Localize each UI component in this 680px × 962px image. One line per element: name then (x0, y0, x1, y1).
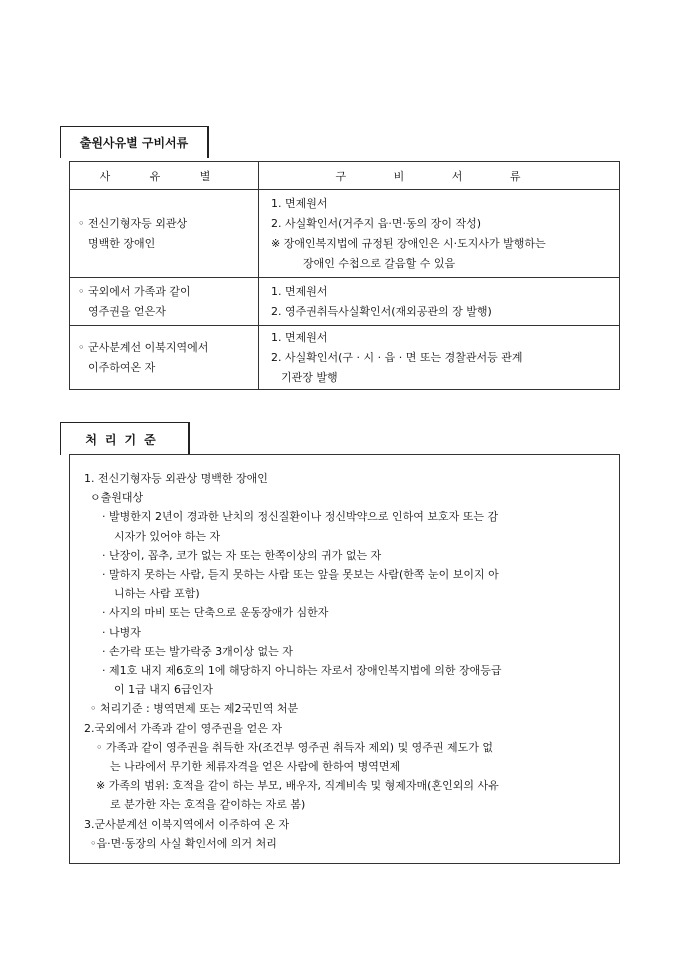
section-title-required-documents (60, 126, 209, 158)
criteria-line: · 제1호 내지 제6호의 1에 해당하지 아니하는 자로서 장애인복지법에 의한 장애등급 (102, 664, 502, 678)
table-row (70, 326, 620, 390)
criteria-line: · 나병자 (102, 625, 141, 639)
header-category: 사 유 별 (70, 162, 259, 190)
criteria-line: · 손가락 또는 발가락중 3개이상 없는 자 (102, 644, 293, 658)
criteria-line: · 말하지 못하는 사람, 듣지 못하는 사람 또는 앞을 못보는 사람(한쪽 눈이 보이지 아 (102, 568, 499, 582)
row-documents: 1. 면제원서 2. 사실확인서(구 · 시 · 읍 · 면 또는 경찰관서등 관계 기관장 발행 (259, 326, 620, 390)
criteria-line: 로 분가한 자는 호적을 같이하는 자로 봄) (110, 798, 306, 812)
criteria-line: 1. 전신기형자등 외관상 명백한 장애인 (84, 472, 268, 485)
criteria-line: 니하는 사람 포함) (114, 587, 200, 601)
criteria-line: ◦ 처리기준 : 병역면제 또는 제2국민역 처분 (90, 702, 299, 716)
criteria-line: 이 1급 내지 6급인자 (114, 683, 213, 697)
table-row (70, 278, 620, 326)
header-documents: 구 비 서 류 (259, 162, 620, 190)
criteria-line: 3.군사분계선 이북지역에서 이주하여 온 자 (84, 817, 290, 831)
criteria-line: ◦읍·면·동장의 사실 확인서에 의거 처리 (90, 836, 277, 850)
criteria-line: 시자가 있어야 하는 자 (114, 529, 221, 543)
required-documents-table (69, 161, 620, 390)
criteria-line: ※ 가족의 범위: 호적을 같이 하는 부모, 배우자, 직계비속 및 형제자매(혼인외의 사유 (96, 779, 499, 793)
row-category: ◦ 국외에서 가족과 같이 영주권을 얻은자 (70, 278, 259, 326)
table-row (70, 190, 620, 278)
table-header-row (70, 162, 620, 190)
section-title-text: 처리기준 (85, 432, 164, 447)
criteria-line: · 발병한지 2년이 경과한 난치의 정신질환이나 정신박약으로 인하여 보호자 또는 감 (102, 510, 499, 524)
criteria-line: ㅇ출원대상 (90, 491, 144, 505)
row-documents: 1. 면제원서 2. 사실확인서(거주지 읍·면·동의 장이 작성) ※ 장애인복지법에 규정된 장애인은 시·도지사가 발행하는 장애인 수첩으로 갈음할 수 있음 (259, 190, 620, 278)
section-title-processing-criteria (60, 422, 190, 455)
criteria-line: 는 나라에서 무기한 체류자격을 얻은 사람에 한하여 병역면제 (110, 760, 401, 774)
row-category: ◦ 군사분계선 이북지역에서 이주하여온 자 (70, 326, 259, 390)
row-category: ◦ 전신기형자등 외관상 명백한 장애인 (70, 190, 259, 278)
criteria-line: · 난장이, 꼽추, 코가 없는 자 또는 한쪽이상의 귀가 없는 자 (102, 548, 382, 562)
row-documents: 1. 면제원서 2. 영주권취득사실확인서(재외공관의 장 발행) (259, 278, 620, 326)
criteria-line: 2.국외에서 가족과 같이 영주권을 얻은 자 (84, 721, 282, 735)
processing-criteria-content (84, 469, 605, 853)
criteria-line: · 사지의 마비 또는 단축으로 운동장애가 심한자 (102, 606, 329, 620)
processing-criteria-box (69, 454, 620, 864)
criteria-line: ◦ 가족과 같이 영주권을 취득한 자(조건부 영주권 취득자 제외) 및 영주권 제도가 없 (96, 740, 494, 754)
section-title-text: 출원사유별 구비서류 (79, 136, 189, 150)
